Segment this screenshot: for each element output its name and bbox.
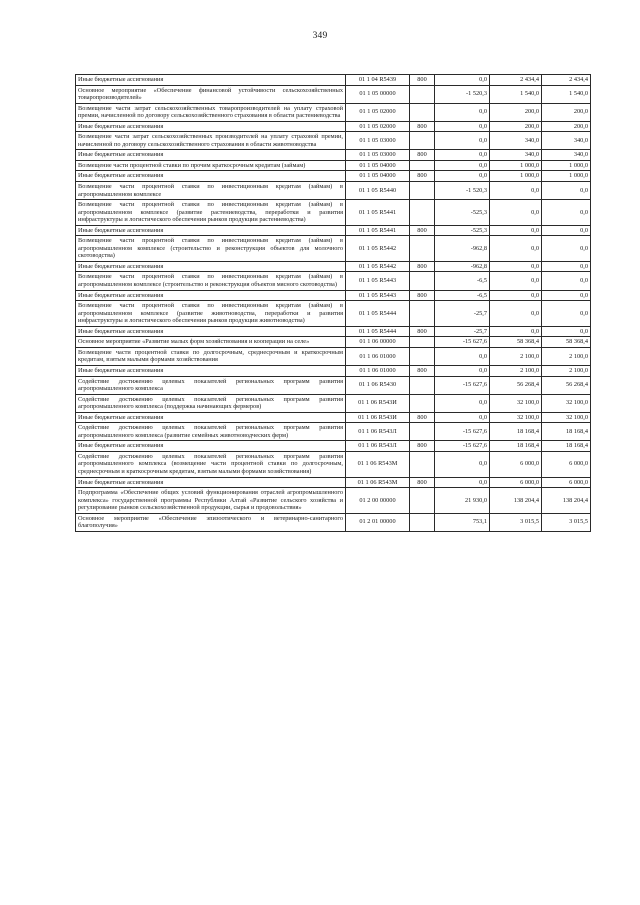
row-amount-1-cell: 0,0 xyxy=(435,477,490,488)
row-amount-3-cell: 32 100,0 xyxy=(542,412,591,423)
row-expense-type-cell: 800 xyxy=(410,365,435,376)
row-amount-3-cell: 58 368,4 xyxy=(542,337,591,348)
row-name-cell: Иные бюджетные ассигнования xyxy=(76,150,346,161)
row-amount-3-cell: 340,0 xyxy=(542,150,591,161)
row-amount-2-cell: 1 540,0 xyxy=(490,85,542,103)
row-expense-type-cell: 800 xyxy=(410,75,435,86)
row-code-cell: 01 1 06 00000 xyxy=(346,337,410,348)
row-amount-2-cell: 138 204,4 xyxy=(490,488,542,514)
row-code-cell: 01 2 01 00000 xyxy=(346,513,410,531)
row-amount-1-cell: 0,0 xyxy=(435,171,490,182)
row-amount-1-cell: 0,0 xyxy=(435,451,490,477)
table-row xyxy=(76,132,591,150)
row-name-cell: Содействие достижению целевых показателей региональных программ развития агропромышленного комплекса (возмещение части процентной ставки по долгосрочным, среднесрочным и краткосрочным кредитам, взятым малыми формами хозяйствования) xyxy=(76,451,346,477)
row-name-cell: Возмещение части процентной ставки по инвестиционным кредитам (займам) в агропромышленном комплексе (строительство и реконструкция объектов мясного скотоводства) xyxy=(76,272,346,290)
table-row xyxy=(76,412,591,423)
row-name-cell: Возмещение части процентной ставки по долгосрочным, среднесрочным и краткосрочным кредитам, взятым малыми формами хозяйствования xyxy=(76,347,346,365)
page-number: 349 xyxy=(312,31,328,41)
row-amount-1-cell: 21 930,0 xyxy=(435,488,490,514)
row-amount-2-cell: 0,0 xyxy=(490,326,542,337)
row-amount-3-cell: 138 204,4 xyxy=(542,488,591,514)
row-amount-2-cell: 6 000,0 xyxy=(490,451,542,477)
row-name-cell: Иные бюджетные ассигнования xyxy=(76,412,346,423)
table-row xyxy=(76,365,591,376)
row-name-cell: Иные бюджетные ассигнования xyxy=(76,441,346,452)
row-amount-1-cell: -15 627,6 xyxy=(435,441,490,452)
row-name-cell: Иные бюджетные ассигнования xyxy=(76,121,346,132)
row-amount-2-cell: 2 100,0 xyxy=(490,347,542,365)
table-row xyxy=(76,171,591,182)
row-amount-1-cell: -962,8 xyxy=(435,261,490,272)
row-amount-3-cell: 1 540,0 xyxy=(542,85,591,103)
row-amount-3-cell: 0,0 xyxy=(542,236,591,262)
row-amount-3-cell: 0,0 xyxy=(542,200,591,226)
table-row xyxy=(76,121,591,132)
row-name-cell: Содействие достижению целевых показателей региональных программ развития агропромышленного комплекса (развитие семейных животноводческих ферм) xyxy=(76,423,346,441)
table-row xyxy=(76,441,591,452)
row-name-cell: Основное мероприятие «Обеспечение финансовой устойчивости сельскохозяйственных товаропроизводителей» xyxy=(76,85,346,103)
row-amount-3-cell: 1 000,0 xyxy=(542,171,591,182)
row-amount-3-cell: 0,0 xyxy=(542,326,591,337)
row-expense-type-cell xyxy=(410,337,435,348)
row-name-cell: Основное мероприятие «Развитие малых форм хозяйствования и кооперации на селе» xyxy=(76,337,346,348)
row-amount-2-cell: 58 368,4 xyxy=(490,337,542,348)
row-amount-3-cell: 3 015,5 xyxy=(542,513,591,531)
row-amount-3-cell: 2 100,0 xyxy=(542,365,591,376)
row-amount-1-cell: -15 627,6 xyxy=(435,337,490,348)
row-code-cell: 01 1 05 03000 xyxy=(346,132,410,150)
row-expense-type-cell: 800 xyxy=(410,326,435,337)
row-name-cell: Иные бюджетные ассигнования xyxy=(76,171,346,182)
row-name-cell: Иные бюджетные ассигнования xyxy=(76,477,346,488)
table-row xyxy=(76,326,591,337)
row-amount-1-cell: -15 627,6 xyxy=(435,376,490,394)
table-row xyxy=(76,376,591,394)
row-code-cell: 01 1 06 R5430 xyxy=(346,376,410,394)
row-amount-1-cell: 0,0 xyxy=(435,365,490,376)
row-expense-type-cell xyxy=(410,85,435,103)
row-amount-2-cell: 56 268,4 xyxy=(490,376,542,394)
row-amount-3-cell: 56 268,4 xyxy=(542,376,591,394)
row-expense-type-cell xyxy=(410,132,435,150)
row-amount-2-cell: 1 000,0 xyxy=(490,160,542,171)
row-code-cell: 01 1 05 R5441 xyxy=(346,200,410,226)
row-name-cell: Иные бюджетные ассигнования xyxy=(76,261,346,272)
row-expense-type-cell xyxy=(410,488,435,514)
row-name-cell: Иные бюджетные ассигнования xyxy=(76,365,346,376)
row-code-cell: 01 1 05 R5440 xyxy=(346,182,410,200)
row-amount-1-cell: -15 627,6 xyxy=(435,423,490,441)
table-row xyxy=(76,236,591,262)
row-amount-3-cell: 0,0 xyxy=(542,301,591,327)
row-name-cell: Возмещение части затрат сельскохозяйственных товаропроизводителей на уплату страховой премии, начисленной по договору сельскохозяйственного страхования в области растениеводства xyxy=(76,103,346,121)
row-amount-1-cell: 0,0 xyxy=(435,121,490,132)
budget-table xyxy=(75,74,591,532)
row-amount-1-cell: -962,8 xyxy=(435,236,490,262)
row-amount-2-cell: 200,0 xyxy=(490,121,542,132)
row-name-cell: Иные бюджетные ассигнования xyxy=(76,290,346,301)
row-name-cell: Возмещение части процентной ставки по инвестиционным кредитам (займам) в агропромышленном комплексе (развитие растениеводства, переработки и развития инфраструктуры и логистического обеспечения рынков продукции растениеводства) xyxy=(76,200,346,226)
row-amount-3-cell: 0,0 xyxy=(542,290,591,301)
row-code-cell: 01 1 05 R5443 xyxy=(346,290,410,301)
row-amount-2-cell: 0,0 xyxy=(490,225,542,236)
row-amount-1-cell: 0,0 xyxy=(435,412,490,423)
row-expense-type-cell: 800 xyxy=(410,150,435,161)
row-amount-3-cell: 0,0 xyxy=(542,272,591,290)
row-code-cell: 01 1 06 01000 xyxy=(346,347,410,365)
budget-table-body xyxy=(76,75,591,532)
row-amount-1-cell: -525,3 xyxy=(435,200,490,226)
table-row xyxy=(76,337,591,348)
row-code-cell: 01 1 05 R5444 xyxy=(346,326,410,337)
row-expense-type-cell xyxy=(410,451,435,477)
row-amount-2-cell: 0,0 xyxy=(490,236,542,262)
row-expense-type-cell xyxy=(410,182,435,200)
row-amount-2-cell: 0,0 xyxy=(490,182,542,200)
row-amount-1-cell: 0,0 xyxy=(435,394,490,412)
table-row xyxy=(76,261,591,272)
row-amount-3-cell: 0,0 xyxy=(542,261,591,272)
row-name-cell: Иные бюджетные ассигнования xyxy=(76,225,346,236)
row-code-cell: 01 1 06 R543М xyxy=(346,477,410,488)
table-row xyxy=(76,301,591,327)
row-amount-1-cell: 0,0 xyxy=(435,150,490,161)
row-code-cell: 01 1 06 R543М xyxy=(346,451,410,477)
row-code-cell: 01 1 06 R543Л xyxy=(346,441,410,452)
row-expense-type-cell xyxy=(410,236,435,262)
row-expense-type-cell xyxy=(410,423,435,441)
row-code-cell: 01 1 05 R5442 xyxy=(346,236,410,262)
row-code-cell: 01 1 05 02000 xyxy=(346,121,410,132)
row-code-cell: 01 1 05 R5444 xyxy=(346,301,410,327)
row-amount-2-cell: 32 100,0 xyxy=(490,394,542,412)
table-row xyxy=(76,513,591,531)
table-row xyxy=(76,85,591,103)
row-amount-1-cell: -25,7 xyxy=(435,301,490,327)
table-row xyxy=(76,160,591,171)
table-row xyxy=(76,75,591,86)
row-amount-3-cell: 18 168,4 xyxy=(542,441,591,452)
row-expense-type-cell xyxy=(410,200,435,226)
row-expense-type-cell: 800 xyxy=(410,412,435,423)
table-row xyxy=(76,477,591,488)
table-row xyxy=(76,272,591,290)
row-amount-2-cell: 18 168,4 xyxy=(490,441,542,452)
row-expense-type-cell: 800 xyxy=(410,121,435,132)
row-amount-2-cell: 3 015,5 xyxy=(490,513,542,531)
row-expense-type-cell: 800 xyxy=(410,441,435,452)
row-expense-type-cell xyxy=(410,272,435,290)
row-name-cell: Возмещение части затрат сельскохозяйственных производителей на уплату страховой премии, начисленной по договору сельскохозяйственного страхования в области животноводства xyxy=(76,132,346,150)
table-row xyxy=(76,200,591,226)
table-row xyxy=(76,290,591,301)
row-amount-2-cell: 2 100,0 xyxy=(490,365,542,376)
row-expense-type-cell: 800 xyxy=(410,477,435,488)
row-amount-3-cell: 1 000,0 xyxy=(542,160,591,171)
row-expense-type-cell: 800 xyxy=(410,261,435,272)
table-row xyxy=(76,488,591,514)
table-row xyxy=(76,103,591,121)
row-amount-2-cell: 18 168,4 xyxy=(490,423,542,441)
row-amount-2-cell: 0,0 xyxy=(490,290,542,301)
table-row xyxy=(76,394,591,412)
row-amount-1-cell: -1 520,3 xyxy=(435,182,490,200)
row-name-cell: Основное мероприятие «Обеспечение эпизоотического и ветеринарно-санитарного благополучия» xyxy=(76,513,346,531)
row-name-cell: Возмещение части процентной ставки по инвестиционным кредитам (займам) в агропромышленном комплексе xyxy=(76,182,346,200)
row-amount-1-cell: -1 520,3 xyxy=(435,85,490,103)
row-name-cell: Содействие достижению целевых показателей региональных программ развития агропромышленного комплекса (поддержка начинающих фермеров) xyxy=(76,394,346,412)
row-expense-type-cell: 800 xyxy=(410,225,435,236)
table-row xyxy=(76,451,591,477)
table-row xyxy=(76,182,591,200)
table-row xyxy=(76,150,591,161)
row-name-cell: Подпрограмма «Обеспечение общих условий функционирования отраслей агропромышленного комплекса» государственной программы Республики Алтай «Развитие сельского хозяйства и регулирование рынков сельскохозяйственной продукции, сырья и продовольствия» xyxy=(76,488,346,514)
row-expense-type-cell xyxy=(410,347,435,365)
row-name-cell: Иные бюджетные ассигнования xyxy=(76,326,346,337)
row-amount-3-cell: 2 100,0 xyxy=(542,347,591,365)
row-amount-1-cell: 0,0 xyxy=(435,132,490,150)
row-code-cell: 01 1 06 01000 xyxy=(346,365,410,376)
table-row xyxy=(76,347,591,365)
row-code-cell: 01 1 05 R5442 xyxy=(346,261,410,272)
row-amount-2-cell: 340,0 xyxy=(490,132,542,150)
row-amount-3-cell: 18 168,4 xyxy=(542,423,591,441)
row-amount-2-cell: 32 100,0 xyxy=(490,412,542,423)
table-row xyxy=(76,225,591,236)
row-amount-2-cell: 0,0 xyxy=(490,301,542,327)
row-code-cell: 01 2 00 00000 xyxy=(346,488,410,514)
row-expense-type-cell xyxy=(410,160,435,171)
row-amount-3-cell: 2 434,4 xyxy=(542,75,591,86)
table-row xyxy=(76,423,591,441)
row-amount-1-cell: 0,0 xyxy=(435,347,490,365)
row-amount-1-cell: 753,1 xyxy=(435,513,490,531)
row-amount-3-cell: 200,0 xyxy=(542,103,591,121)
row-code-cell: 01 1 05 R5443 xyxy=(346,272,410,290)
row-amount-1-cell: -525,3 xyxy=(435,225,490,236)
row-expense-type-cell xyxy=(410,513,435,531)
row-name-cell: Иные бюджетные ассигнования xyxy=(76,75,346,86)
row-expense-type-cell xyxy=(410,376,435,394)
row-code-cell: 01 1 06 R543И xyxy=(346,394,410,412)
row-amount-2-cell: 2 434,4 xyxy=(490,75,542,86)
row-amount-1-cell: -25,7 xyxy=(435,326,490,337)
row-amount-2-cell: 340,0 xyxy=(490,150,542,161)
row-amount-2-cell: 1 000,0 xyxy=(490,171,542,182)
row-code-cell: 01 1 06 R543Л xyxy=(346,423,410,441)
row-amount-1-cell: 0,0 xyxy=(435,103,490,121)
row-code-cell: 01 1 05 R5441 xyxy=(346,225,410,236)
row-expense-type-cell xyxy=(410,394,435,412)
row-amount-3-cell: 0,0 xyxy=(542,225,591,236)
row-amount-1-cell: 0,0 xyxy=(435,160,490,171)
row-expense-type-cell xyxy=(410,103,435,121)
row-amount-2-cell: 0,0 xyxy=(490,272,542,290)
row-code-cell: 01 1 05 03000 xyxy=(346,150,410,161)
row-code-cell: 01 1 06 R543И xyxy=(346,412,410,423)
row-expense-type-cell: 800 xyxy=(410,290,435,301)
row-name-cell: Возмещение части процентной ставки по инвестиционным кредитам (займам) в агропромышленном комплексе (развитие животноводства, переработки и развития инфраструктуры и логистического обеспечения рынков продукции животноводства) xyxy=(76,301,346,327)
row-amount-2-cell: 200,0 xyxy=(490,103,542,121)
row-amount-3-cell: 6 000,0 xyxy=(542,451,591,477)
row-name-cell: Содействие достижению целевых показателей региональных программ развития агропромышленного комплекса xyxy=(76,376,346,394)
row-code-cell: 01 1 04 R5439 xyxy=(346,75,410,86)
row-amount-1-cell: 0,0 xyxy=(435,75,490,86)
row-code-cell: 01 1 05 00000 xyxy=(346,85,410,103)
row-code-cell: 01 1 05 04000 xyxy=(346,171,410,182)
row-name-cell: Возмещение части процентной ставки по прочим краткосрочным кредитам (займам) xyxy=(76,160,346,171)
row-amount-2-cell: 6 000,0 xyxy=(490,477,542,488)
row-code-cell: 01 1 05 04000 xyxy=(346,160,410,171)
row-name-cell: Возмещение части процентной ставки по инвестиционным кредитам (займам) в агропромышленном комплексе (строительство и реконструкция объектов для молочного скотоводства) xyxy=(76,236,346,262)
row-amount-3-cell: 6 000,0 xyxy=(542,477,591,488)
row-expense-type-cell xyxy=(410,301,435,327)
row-amount-3-cell: 0,0 xyxy=(542,182,591,200)
row-code-cell: 01 1 05 02000 xyxy=(346,103,410,121)
row-amount-3-cell: 340,0 xyxy=(542,132,591,150)
row-amount-2-cell: 0,0 xyxy=(490,261,542,272)
row-amount-3-cell: 200,0 xyxy=(542,121,591,132)
row-amount-2-cell: 0,0 xyxy=(490,200,542,226)
row-expense-type-cell: 800 xyxy=(410,171,435,182)
row-amount-3-cell: 32 100,0 xyxy=(542,394,591,412)
row-amount-1-cell: -6,5 xyxy=(435,290,490,301)
row-amount-1-cell: -6,5 xyxy=(435,272,490,290)
